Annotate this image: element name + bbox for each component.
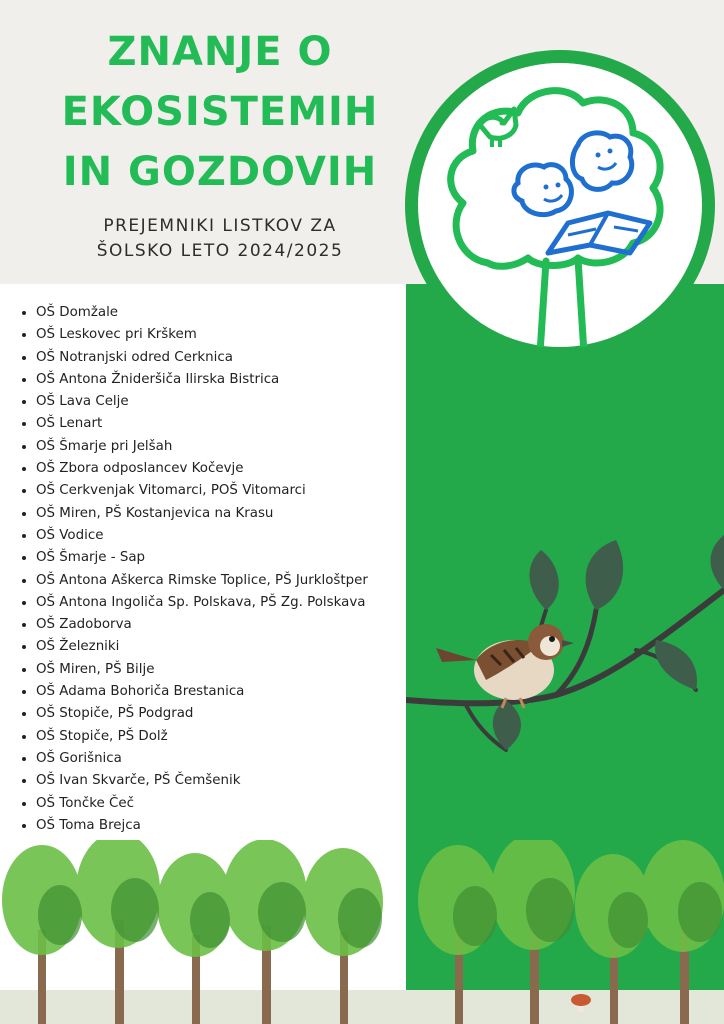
title-line-2: EKOSISTEMIH bbox=[61, 89, 379, 135]
school-list bbox=[10, 302, 426, 837]
list-item: • OŠ Domžale bbox=[36, 302, 426, 324]
subtitle-line-2: ŠOLSKO LETO 2024/2025 bbox=[96, 241, 344, 261]
list-item: • OŠ Stopiče, PŠ Podgrad bbox=[36, 703, 426, 725]
title-line-1: ZNANJE O bbox=[107, 29, 333, 75]
list-item: • OŠ Toma Brejca bbox=[36, 815, 426, 837]
page-title bbox=[20, 22, 420, 202]
list-item: • OŠ Antona Žnideršiča Ilirska Bistrica bbox=[36, 369, 426, 391]
list-item: • OŠ Leskovec pri Krškem bbox=[36, 324, 426, 346]
list-item: • OŠ Zbora odposlancev Kočevje bbox=[36, 458, 426, 480]
branch-icon bbox=[406, 530, 724, 780]
title-line-3: IN GOZDOVIH bbox=[62, 149, 378, 195]
subtitle-line-1: PREJEMNIKI LISTKOV ZA bbox=[103, 216, 337, 236]
list-item: • OŠ Vodice bbox=[36, 525, 426, 547]
list-item: • OŠ Gorišnica bbox=[36, 748, 426, 770]
list-item: • OŠ Antona Aškerca Rimske Toplice, PŠ Jurkloštper bbox=[36, 570, 426, 592]
list-item: • OŠ Stopiče, PŠ Dolž bbox=[36, 726, 426, 748]
list-item: • OŠ Miren, PŠ Kostanjevica na Krasu bbox=[36, 503, 426, 525]
list-item: • OŠ Notranjski odred Cerknica bbox=[36, 347, 426, 369]
tree-logo-icon bbox=[418, 63, 702, 347]
list-item: • OŠ Antona Ingoliča Sp. Polskava, PŠ Zg. Polskava bbox=[36, 592, 426, 614]
list-item: • OŠ Lava Celje bbox=[36, 391, 426, 413]
list-item: • OŠ Zadoborva bbox=[36, 614, 426, 636]
list-item: • OŠ Železniki bbox=[36, 636, 426, 658]
forest-icon bbox=[0, 840, 724, 1024]
list-item: • OŠ Cerkvenjak Vitomarci, POŠ Vitomarci bbox=[36, 480, 426, 502]
list-item: • OŠ Šmarje pri Jelšah bbox=[36, 436, 426, 458]
page-subtitle bbox=[20, 214, 420, 264]
list-item: • OŠ Lenart bbox=[36, 413, 426, 435]
list-item: • OŠ Miren, PŠ Bilje bbox=[36, 659, 426, 681]
list-item: • OŠ Šmarje - Sap bbox=[36, 547, 426, 569]
list-item: • OŠ Tončke Čeč bbox=[36, 793, 426, 815]
list-item: • OŠ Ivan Skvarče, PŠ Čemšenik bbox=[36, 770, 426, 792]
list-item: • OŠ Adama Bohoriča Brestanica bbox=[36, 681, 426, 703]
